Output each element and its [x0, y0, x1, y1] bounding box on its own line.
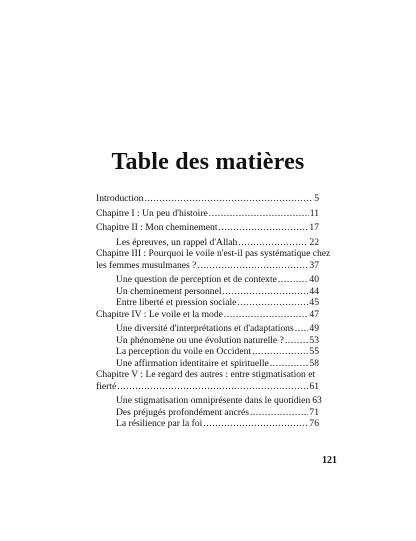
toc-entry-label: Introduction — [96, 193, 144, 204]
toc-entry-section — [96, 297, 319, 309]
toc-entry-page: 63 — [312, 395, 322, 406]
toc-entry-page: 40 — [309, 274, 319, 285]
toc-entry-page: 76 — [309, 418, 319, 429]
toc-entry-chapter-1 — [96, 208, 319, 220]
toc-entry-page: 49 — [309, 323, 319, 334]
toc-entry-chapter-2 — [96, 222, 319, 234]
toc-leader-dots — [250, 407, 308, 419]
toc-leader-dots — [203, 418, 308, 430]
toc-entry-chapter-4 — [96, 309, 319, 321]
toc-leader-dots — [278, 274, 309, 286]
toc-entry-page: 47 — [309, 308, 319, 320]
toc-entry-page: 17 — [309, 222, 319, 233]
table-of-contents — [96, 193, 331, 430]
toc-entry-label: Chapitre II : Mon cheminement — [96, 222, 218, 233]
toc-leader-dots — [238, 237, 308, 249]
toc-entry-label: La résilience par la foi — [116, 418, 203, 429]
toc-entry-label-line1: Chapitre V : Le regard des autres : entre stigmatisation et — [96, 369, 316, 380]
toc-leader-dots — [219, 222, 309, 234]
toc-entry-section — [96, 346, 319, 358]
toc-entry-section — [96, 395, 322, 407]
toc-entry-introduction — [96, 193, 319, 205]
toc-entry-section — [96, 274, 319, 286]
toc-entry-page: 44 — [309, 285, 319, 297]
toc-entry-label: Un cheminement personnel — [116, 285, 222, 297]
toc-entry-label: Entre liberté et pression sociale — [116, 297, 237, 308]
toc-entry-section — [96, 358, 319, 370]
toc-entry-section — [96, 418, 319, 430]
toc-entry-label: Chapitre IV : Le voile et la mode — [96, 308, 223, 320]
toc-leader-dots — [224, 309, 309, 321]
toc-entry-label: Une diversité d'interprétations et d'adaptations — [116, 323, 294, 334]
toc-entry-page: 22 — [309, 236, 319, 248]
toc-entry-page: 58 — [309, 357, 319, 369]
toc-leader-dots — [237, 297, 308, 309]
toc-entry-label: Des préjugés profondément ancrés — [116, 406, 249, 418]
toc-entry-label: Une affirmation identitaire et spirituelle — [116, 357, 269, 369]
toc-entry-label: Les épreuves, un rappel d'Allah — [116, 236, 238, 248]
toc-entry-section — [96, 335, 319, 347]
toc-entry-chapter-3 — [96, 248, 331, 271]
toc-entry-page: 45 — [309, 297, 319, 308]
toc-entry-section — [96, 323, 319, 335]
toc-entry-page: 11 — [309, 207, 319, 219]
toc-entry-section — [96, 237, 319, 249]
toc-entry-section — [96, 286, 319, 298]
toc-entry-label: La perception du voile en Occident — [116, 346, 252, 357]
toc-entry-label: les femmes musulmanes ? — [96, 259, 197, 271]
toc-entry-label: Chapitre I : Un peu d'histoire — [96, 207, 208, 219]
toc-entry-page: 5 — [314, 193, 319, 204]
toc-entry-label: Une question de perception et de contexte — [116, 274, 277, 285]
toc-entry-chapter-5 — [96, 369, 319, 392]
toc-entry-label: fierté — [96, 380, 117, 392]
toc-leader-dots — [270, 358, 309, 370]
toc-entry-label: Une stigmatisation omniprésente dans le quotidien — [116, 395, 311, 406]
toc-leader-dots — [197, 260, 308, 272]
toc-entry-page: 71 — [309, 406, 319, 418]
toc-leader-dots — [252, 346, 308, 358]
toc-entry-section — [96, 407, 319, 419]
toc-entry-page: 55 — [309, 346, 319, 357]
toc-leader-dots — [285, 335, 309, 347]
toc-leader-dots — [144, 193, 313, 205]
toc-entry-label-line1: Chapitre III : Pourquoi le voile n'est-il pas systématique chez — [96, 248, 331, 259]
toc-leader-dots — [117, 381, 308, 393]
page-number: 121 — [322, 455, 337, 466]
toc-entry-page: 53 — [309, 334, 319, 346]
toc-leader-dots — [209, 208, 309, 220]
toc-entry-label: Un phénomène ou une évolution naturelle ? — [116, 334, 284, 346]
toc-entry-page: 61 — [309, 380, 319, 392]
toc-leader-dots — [223, 286, 309, 298]
page-title: Table des matières — [111, 149, 305, 175]
toc-entry-page: 37 — [309, 259, 319, 271]
toc-leader-dots — [295, 323, 309, 335]
